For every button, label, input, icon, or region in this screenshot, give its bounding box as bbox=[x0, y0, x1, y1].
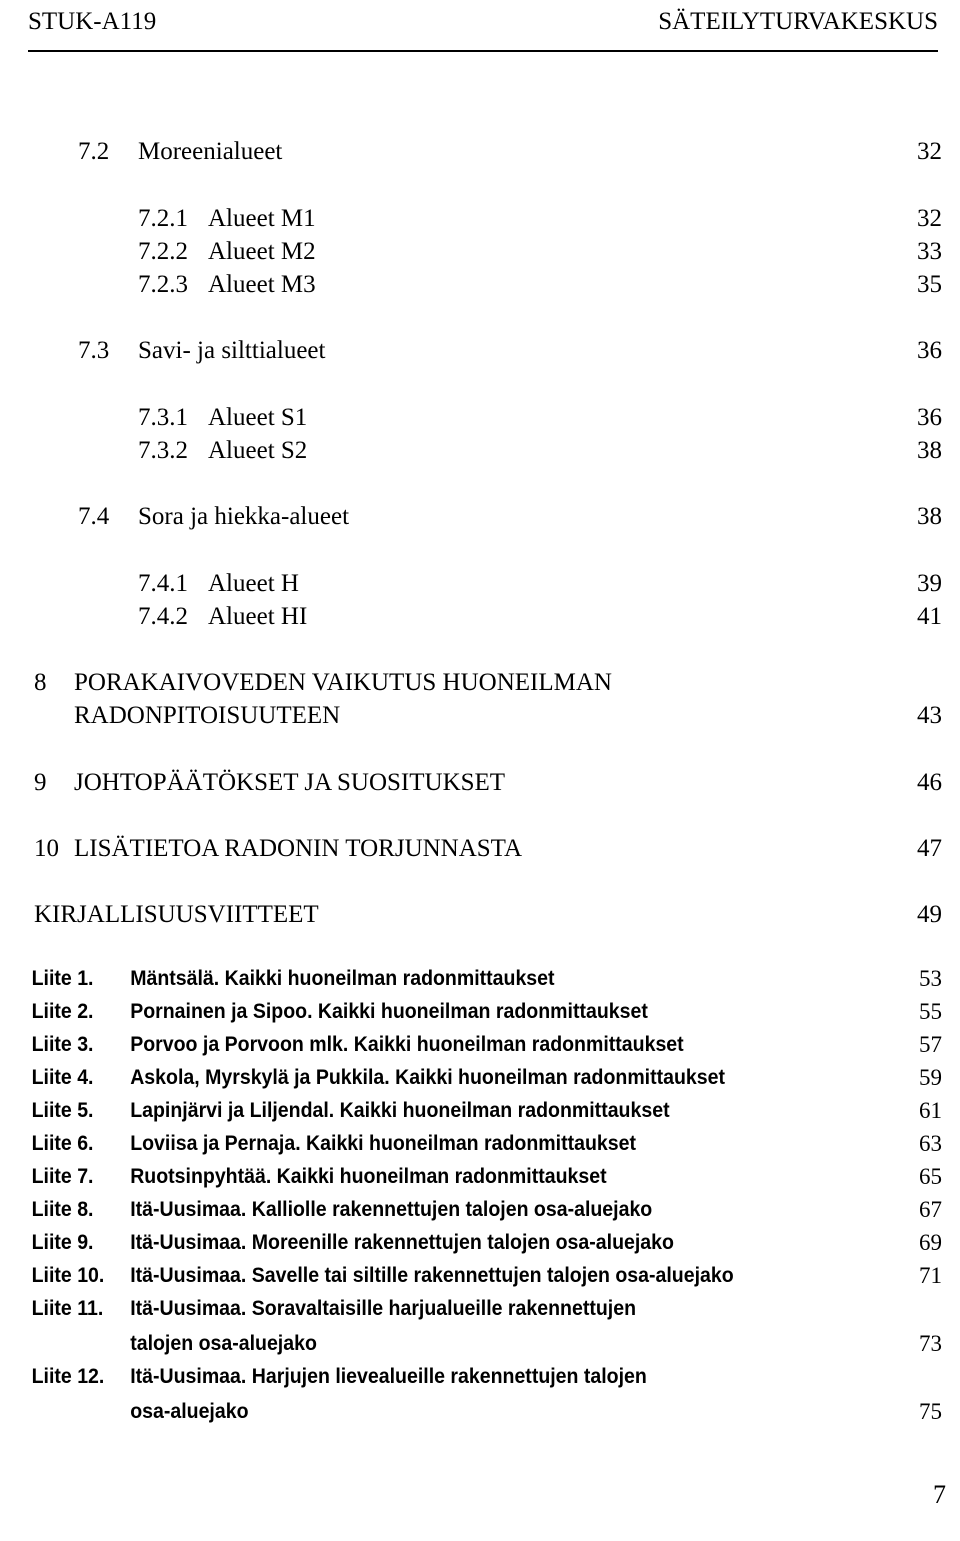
toc-number: 7.4.2 bbox=[138, 603, 188, 630]
toc-number: 7.2.2 bbox=[138, 238, 188, 265]
toc-entry-10[interactable] bbox=[0, 832, 960, 866]
toc-entry-9[interactable] bbox=[0, 766, 960, 800]
toc-number: 7.3.2 bbox=[138, 437, 188, 464]
appendix-label: Liite 5. bbox=[31, 1099, 94, 1122]
toc-title: PORAKAIVOVEDEN VAIKUTUS HUONEILMAN bbox=[74, 669, 612, 696]
appendix-title: Lapinjärvi ja Liljendal. Kaikki huoneilman radonmittaukset bbox=[130, 1099, 670, 1122]
appendix-label: Liite 11. bbox=[31, 1297, 104, 1320]
toc-title: RADONPITOISUUTEEN bbox=[74, 702, 341, 729]
toc-page: 32 bbox=[917, 138, 942, 165]
appendix-label: Liite 2. bbox=[31, 1000, 94, 1023]
toc-entry-references[interactable] bbox=[0, 898, 960, 932]
appendix-page-row-1 bbox=[0, 962, 960, 996]
toc-title: Moreenialueet bbox=[138, 138, 283, 165]
toc-number: 9 bbox=[34, 769, 47, 796]
appendix-entry-11[interactable] bbox=[0, 1292, 893, 1326]
appendix-page-row-9 bbox=[0, 1226, 960, 1260]
toc-number: 7.4 bbox=[78, 503, 110, 530]
toc-entry-7-2-1[interactable] bbox=[0, 202, 960, 236]
toc-title: Alueet M2 bbox=[208, 238, 316, 265]
appendix-page-row-7 bbox=[0, 1160, 960, 1194]
toc-entry-7-3[interactable] bbox=[0, 334, 960, 368]
toc-title: KIRJALLISUUSVIITTEET bbox=[34, 901, 319, 928]
header-organization: SÄTEILYTURVAKESKUS bbox=[658, 8, 938, 35]
appendix-title: Itä-Uusimaa. Moreenille rakennettujen talojen osa-aluejako bbox=[130, 1231, 674, 1254]
toc-page: 38 bbox=[917, 437, 942, 464]
toc-title: Alueet S1 bbox=[208, 404, 308, 431]
appendix-page-row-8 bbox=[0, 1193, 960, 1227]
appendix-label: Liite 7. bbox=[31, 1165, 94, 1188]
toc-page: 36 bbox=[917, 337, 942, 364]
appendix-title: Askola, Myrskylä ja Pukkila. Kaikki huoneilman radonmittaukset bbox=[130, 1066, 726, 1089]
toc-entry-7-4-2[interactable] bbox=[0, 600, 960, 634]
toc-number: 8 bbox=[34, 669, 47, 696]
toc-number: 7.3 bbox=[78, 337, 110, 364]
appendix-page-row-10 bbox=[0, 1259, 960, 1293]
appendix-label: Liite 1. bbox=[31, 967, 94, 990]
appendix-page-row-11 bbox=[0, 1327, 960, 1361]
toc-page: 38 bbox=[917, 503, 942, 530]
appendix-page-row-5 bbox=[0, 1094, 960, 1128]
appendix-label: Liite 4. bbox=[31, 1066, 94, 1089]
appendix-page: 73 bbox=[919, 1331, 942, 1356]
toc-page: 33 bbox=[917, 238, 942, 265]
toc-title: Sora ja hiekka-alueet bbox=[138, 503, 350, 530]
appendix-label: Liite 12. bbox=[31, 1365, 105, 1388]
appendix-page-row-3 bbox=[0, 1028, 960, 1062]
toc-number: 10 bbox=[34, 835, 59, 862]
appendix-title: Mäntsälä. Kaikki huoneilman radonmittaukset bbox=[130, 967, 555, 990]
appendix-label: Liite 8. bbox=[31, 1198, 94, 1221]
toc-page: 41 bbox=[917, 603, 942, 630]
appendix-title: Itä-Uusimaa. Soravaltaisille harjualueille rakennettujen bbox=[130, 1297, 637, 1320]
appendix-label: Liite 10. bbox=[31, 1264, 105, 1287]
appendix-page: 71 bbox=[919, 1263, 942, 1288]
appendix-page-row-4 bbox=[0, 1061, 960, 1095]
appendix-label: Liite 9. bbox=[31, 1231, 94, 1254]
toc-number: 7.2.3 bbox=[138, 271, 188, 298]
appendix-title: Porvoo ja Porvoon mlk. Kaikki huoneilman radonmittaukset bbox=[130, 1033, 684, 1056]
toc-entry-7-2-3[interactable] bbox=[0, 268, 960, 302]
toc-title: Alueet S2 bbox=[208, 437, 308, 464]
toc-entry-7-3-1[interactable] bbox=[0, 401, 960, 435]
appendix-page: 69 bbox=[919, 1230, 942, 1255]
appendix-page: 61 bbox=[919, 1098, 942, 1123]
appendix-label: Liite 3. bbox=[31, 1033, 94, 1056]
appendix-title: Itä-Uusimaa. Savelle tai siltille rakennettujen talojen osa-aluejako bbox=[130, 1264, 734, 1287]
appendix-page: 57 bbox=[919, 1032, 942, 1057]
toc-title: Alueet HI bbox=[208, 603, 308, 630]
toc-title: JOHTOPÄÄTÖKSET JA SUOSITUKSET bbox=[74, 769, 506, 796]
appendix-page: 59 bbox=[919, 1065, 942, 1090]
appendix-page: 65 bbox=[919, 1164, 942, 1189]
toc-title: Alueet M1 bbox=[208, 205, 316, 232]
toc-number: 7.2 bbox=[78, 138, 110, 165]
appendix-label: Liite 6. bbox=[31, 1132, 94, 1155]
appendix-page-row-12 bbox=[0, 1395, 960, 1429]
toc-entry-7-2-2[interactable] bbox=[0, 235, 960, 269]
page-number: 7 bbox=[933, 1480, 946, 1509]
appendix-title: Pornainen ja Sipoo. Kaikki huoneilman radonmittaukset bbox=[130, 1000, 648, 1023]
toc-title: Alueet M3 bbox=[208, 271, 316, 298]
toc-title: Alueet H bbox=[208, 570, 299, 597]
toc-page: 35 bbox=[917, 271, 942, 298]
toc-page: 39 bbox=[917, 570, 942, 597]
appendix-title: Itä-Uusimaa. Kalliolle rakennettujen talojen osa-aluejako bbox=[130, 1198, 653, 1221]
appendix-title: Ruotsinpyhtää. Kaikki huoneilman radonmittaukset bbox=[130, 1165, 607, 1188]
toc-title: LISÄTIETOA RADONIN TORJUNNASTA bbox=[74, 835, 523, 862]
toc-page: 49 bbox=[917, 901, 942, 928]
toc-entry-7-2[interactable] bbox=[0, 135, 960, 169]
toc-page: 43 bbox=[917, 702, 942, 729]
appendix-page-row-6 bbox=[0, 1127, 960, 1161]
toc-page: 36 bbox=[917, 404, 942, 431]
appendix-page: 67 bbox=[919, 1197, 942, 1222]
toc-number: 7.3.1 bbox=[138, 404, 188, 431]
appendix-page-row-2 bbox=[0, 995, 960, 1029]
appendix-title: Loviisa ja Pernaja. Kaikki huoneilman radonmittaukset bbox=[130, 1132, 636, 1155]
appendix-page: 53 bbox=[919, 966, 942, 991]
appendix-page: 55 bbox=[919, 999, 942, 1024]
appendix-entry-12[interactable] bbox=[0, 1360, 893, 1394]
toc-entry-7-4[interactable] bbox=[0, 500, 960, 534]
toc-entry-8-continued[interactable] bbox=[0, 699, 960, 733]
toc-page: 47 bbox=[917, 835, 942, 862]
appendix-title: talojen osa-aluejako bbox=[130, 1332, 317, 1355]
appendix-page: 75 bbox=[919, 1399, 942, 1424]
appendix-title: osa-aluejako bbox=[130, 1400, 249, 1423]
toc-title: Savi- ja silttialueet bbox=[138, 337, 326, 364]
toc-entry-7-4-1[interactable] bbox=[0, 567, 960, 601]
appendix-page: 63 bbox=[919, 1131, 942, 1156]
toc-number: 7.2.1 bbox=[138, 205, 188, 232]
toc-number: 7.4.1 bbox=[138, 570, 188, 597]
toc-entry-8[interactable] bbox=[0, 666, 960, 700]
header-report-id: STUK-A119 bbox=[28, 8, 157, 35]
toc-entry-7-3-2[interactable] bbox=[0, 434, 960, 468]
toc-page: 46 bbox=[917, 769, 942, 796]
toc-page: 32 bbox=[917, 205, 942, 232]
appendix-title: Itä-Uusimaa. Harjujen lievealueille rakennettujen talojen bbox=[130, 1365, 647, 1388]
